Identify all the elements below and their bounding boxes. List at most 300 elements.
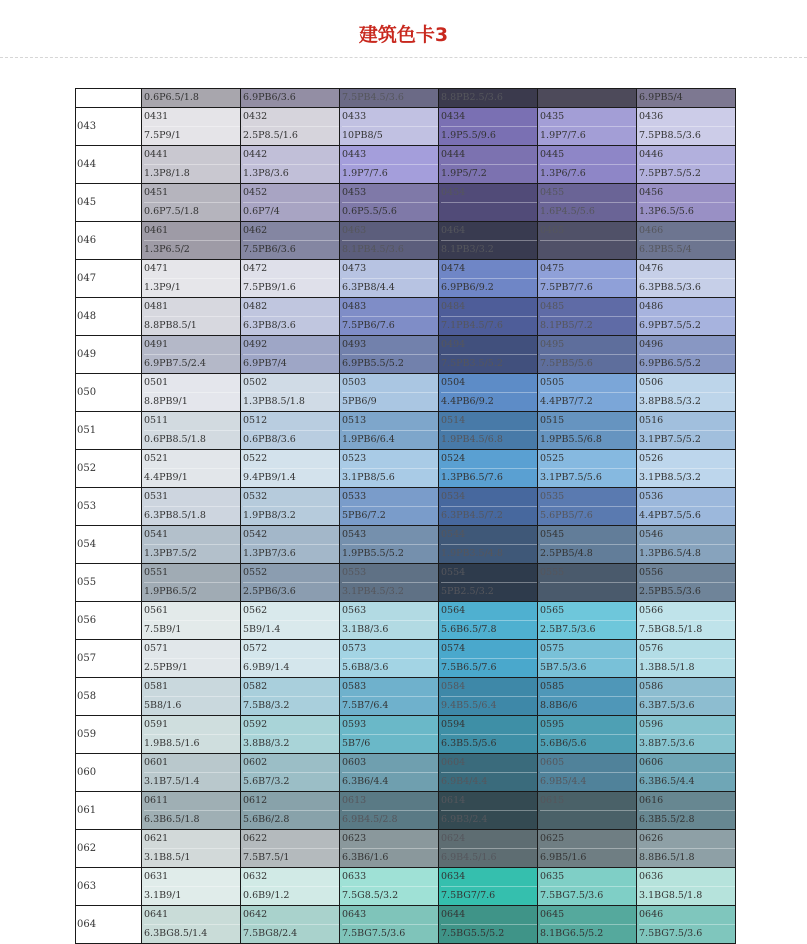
swatch-code: 0595 <box>540 716 636 735</box>
munsell-notation: 7.5PB5/5.6 <box>540 358 593 369</box>
munsell-notation: 8.1PB3/3.2 <box>441 244 494 255</box>
swatch-code: 0541 <box>144 526 240 545</box>
color-swatch <box>637 830 736 868</box>
swatch-code: 0623 <box>342 830 438 849</box>
color-swatch <box>241 526 340 564</box>
swatch-code: 0606 <box>639 754 735 773</box>
swatch-code: 0501 <box>144 374 240 393</box>
munsell-notation: 6.9B9/1.4 <box>243 662 290 673</box>
color-swatch <box>637 488 736 526</box>
munsell-notation: 1.9PB5.5/5.2 <box>342 548 404 559</box>
color-swatch <box>340 412 439 450</box>
swatch-code: 0503 <box>342 374 438 393</box>
munsell-notation: 2.5P8.5/1.6 <box>243 130 298 141</box>
color-swatch <box>241 374 340 412</box>
table-row <box>76 754 736 792</box>
color-swatch <box>142 146 241 184</box>
color-swatch <box>241 640 340 678</box>
swatch-code: 0436 <box>639 108 735 127</box>
munsell-notation: 6.9PB5/4 <box>639 92 683 103</box>
color-swatch <box>241 602 340 640</box>
munsell-notation: 3.1PB8/5.6 <box>342 472 395 483</box>
color-swatch <box>241 906 340 944</box>
color-swatch <box>241 108 340 146</box>
color-swatch <box>538 526 637 564</box>
color-swatch <box>340 906 439 944</box>
swatch-code: 0451 <box>144 184 240 203</box>
color-swatch <box>538 336 637 374</box>
group-label: 057 <box>76 640 142 678</box>
table-row <box>76 526 736 564</box>
swatch-code: 0456 <box>639 184 735 203</box>
color-swatch <box>340 89 439 108</box>
munsell-notation: 5PB6/7.2 <box>342 510 386 521</box>
color-swatch <box>439 526 538 564</box>
munsell-notation: 1.6P4.5/5.6 <box>540 206 595 217</box>
swatch-code: 0496 <box>639 336 735 355</box>
munsell-notation: 1.3P9/1 <box>144 282 181 293</box>
swatch-code: 0545 <box>540 526 636 545</box>
swatch-code: 0524 <box>441 450 537 469</box>
color-swatch <box>241 336 340 374</box>
color-swatch <box>637 792 736 830</box>
munsell-notation: 6.3B5.5/5.6 <box>441 738 497 749</box>
munsell-notation: 5.6B8/3.6 <box>342 662 389 673</box>
color-swatch <box>637 298 736 336</box>
swatch-code: 0464 <box>441 222 537 241</box>
swatch-code: 0624 <box>441 830 537 849</box>
swatch-code: 0491 <box>144 336 240 355</box>
table-row <box>76 792 736 830</box>
swatch-code: 0646 <box>639 906 735 925</box>
munsell-notation: 6.3PB8.5/3.6 <box>639 282 701 293</box>
color-swatch <box>142 450 241 488</box>
table-row <box>76 488 736 526</box>
swatch-code: 0494 <box>441 336 537 355</box>
color-swatch <box>538 298 637 336</box>
munsell-notation: 1.9PB5.5/6.8 <box>540 434 602 445</box>
swatch-code: 0622 <box>243 830 339 849</box>
color-swatch <box>142 526 241 564</box>
color-swatch <box>538 412 637 450</box>
color-swatch <box>637 564 736 602</box>
color-swatch <box>538 108 637 146</box>
color-swatch <box>241 564 340 602</box>
swatch-code: 0522 <box>243 450 339 469</box>
munsell-notation: 1.9PB4.5/6.8 <box>441 434 503 445</box>
color-swatch <box>340 108 439 146</box>
table-row <box>76 374 736 412</box>
color-swatch <box>637 754 736 792</box>
color-swatch <box>241 222 340 260</box>
munsell-notation: 1.3P6/7.6 <box>540 168 586 179</box>
color-swatch <box>142 488 241 526</box>
swatch-code: 0533 <box>342 488 438 507</box>
color-swatch <box>538 602 637 640</box>
munsell-notation: 1.9PB6.5/2 <box>144 586 197 597</box>
munsell-notation: 7.5PB9/1.6 <box>243 282 296 293</box>
swatch-code: 0493 <box>342 336 438 355</box>
swatch-code: 0573 <box>342 640 438 659</box>
munsell-notation: 6.3PB8/4.4 <box>342 282 395 293</box>
munsell-notation: 1.9PB8/3.2 <box>243 510 296 521</box>
swatch-code: 0542 <box>243 526 339 545</box>
swatch-code: 0603 <box>342 754 438 773</box>
group-label: 044 <box>76 146 142 184</box>
swatch-code: 0576 <box>639 640 735 659</box>
munsell-notation: 6.9PB6.5/5.2 <box>639 358 701 369</box>
color-swatch <box>538 716 637 754</box>
table-row <box>76 640 736 678</box>
color-swatch <box>142 412 241 450</box>
swatch-code: 0443 <box>342 146 438 165</box>
table-row <box>76 146 736 184</box>
munsell-notation: 8.1PB4.5/3.6 <box>342 244 404 255</box>
munsell-notation: 2.5PB5/4.8 <box>540 548 593 559</box>
munsell-notation: 0.6PB8/3.6 <box>243 434 296 445</box>
color-swatch <box>340 488 439 526</box>
munsell-notation: 6.9B3/2.4 <box>441 814 488 825</box>
swatch-code: 0571 <box>144 640 240 659</box>
color-swatch <box>439 222 538 260</box>
swatch-code: 0562 <box>243 602 339 621</box>
munsell-notation: 1.3PB6.5/7.6 <box>441 472 503 483</box>
munsell-notation: 7.5BG7/7.6 <box>441 890 496 901</box>
table-row <box>76 564 736 602</box>
color-swatch <box>637 526 736 564</box>
color-swatch <box>142 89 241 108</box>
color-swatch <box>340 754 439 792</box>
munsell-notation: 1.3P8/3.6 <box>243 168 289 179</box>
color-swatch <box>241 89 340 108</box>
color-swatch <box>241 830 340 868</box>
swatch-code: 0505 <box>540 374 636 393</box>
munsell-notation: 1.9P5.5/9.6 <box>441 130 496 141</box>
color-swatch <box>439 488 538 526</box>
munsell-notation: 5B7/6 <box>342 738 371 749</box>
swatch-code: 0602 <box>243 754 339 773</box>
swatch-code: 0551 <box>144 564 240 583</box>
munsell-notation: 5B8/1.6 <box>144 700 182 711</box>
color-swatch <box>637 868 736 906</box>
color-swatch <box>340 868 439 906</box>
color-swatch <box>439 146 538 184</box>
munsell-notation: 3.1PB7.5/5.2 <box>639 434 701 445</box>
swatch-code: 0583 <box>342 678 438 697</box>
color-swatch <box>142 754 241 792</box>
color-swatch <box>637 412 736 450</box>
munsell-notation: 4.4PB9/1 <box>144 472 188 483</box>
swatch-code: 0461 <box>144 222 240 241</box>
swatch-code: 0546 <box>639 526 735 545</box>
swatch-code: 0593 <box>342 716 438 735</box>
color-swatch <box>439 716 538 754</box>
munsell-notation: 1.9PB3.5/4.8 <box>441 548 503 559</box>
color-swatch <box>637 222 736 260</box>
swatch-code: 0635 <box>540 868 636 887</box>
munsell-notation <box>540 241 636 259</box>
swatch-code: 0472 <box>243 260 339 279</box>
color-swatch <box>142 108 241 146</box>
swatch-code: 0525 <box>540 450 636 469</box>
munsell-notation: 7.5B9/1 <box>144 624 182 635</box>
munsell-notation: 1.9P5/7.2 <box>441 168 487 179</box>
group-label: 058 <box>76 678 142 716</box>
munsell-notation: 6.9PB5.5/5.2 <box>342 358 404 369</box>
swatch-code: 0615 <box>540 792 636 811</box>
color-swatch <box>241 260 340 298</box>
munsell-notation: 7.5PB3.5/5.2 <box>441 358 503 369</box>
munsell-notation: 6.3B6.5/4.4 <box>639 776 695 787</box>
color-swatch <box>439 792 538 830</box>
table-row <box>76 906 736 944</box>
table-row <box>76 222 736 260</box>
munsell-notation: 3.8B8/3.2 <box>243 738 290 749</box>
group-label: 061 <box>76 792 142 830</box>
swatch-code: 0544 <box>441 526 537 545</box>
group-label: 062 <box>76 830 142 868</box>
swatch-code: 0631 <box>144 868 240 887</box>
munsell-notation: 3.8B7.5/3.6 <box>639 738 695 749</box>
swatch-code: 0535 <box>540 488 636 507</box>
color-swatch <box>142 678 241 716</box>
swatch-code: 0455 <box>540 184 636 203</box>
color-swatch <box>637 678 736 716</box>
color-swatch <box>439 260 538 298</box>
color-swatch <box>538 640 637 678</box>
swatch-code: 0476 <box>639 260 735 279</box>
color-swatch <box>340 450 439 488</box>
swatch-code: 0552 <box>243 564 339 583</box>
swatch-code: 0444 <box>441 146 537 165</box>
swatch-code: 0581 <box>144 678 240 697</box>
color-swatch <box>538 89 637 108</box>
color-swatch <box>142 260 241 298</box>
color-swatch <box>637 336 736 374</box>
color-swatch <box>340 602 439 640</box>
munsell-notation: 10PB8/5 <box>342 130 383 141</box>
color-swatch <box>637 184 736 222</box>
swatch-code: 0481 <box>144 298 240 317</box>
munsell-notation: 5.6B6.5/7.8 <box>441 624 497 635</box>
color-swatch <box>538 488 637 526</box>
swatch-code: 0614 <box>441 792 537 811</box>
munsell-notation: 6.3B6.5/1.8 <box>144 814 200 825</box>
munsell-notation: 6.9B5/1.6 <box>540 852 587 863</box>
color-swatch <box>142 298 241 336</box>
swatch-code: 0516 <box>639 412 735 431</box>
munsell-notation: 3.1PB4.5/3.2 <box>342 586 404 597</box>
color-swatch <box>439 89 538 108</box>
color-swatch <box>241 488 340 526</box>
swatch-code: 0462 <box>243 222 339 241</box>
color-swatch <box>142 222 241 260</box>
swatch-code: 0565 <box>540 602 636 621</box>
table-row <box>76 184 736 222</box>
munsell-notation: 3.1PB8.5/3.2 <box>639 472 701 483</box>
color-swatch <box>439 564 538 602</box>
swatch-code: 0634 <box>441 868 537 887</box>
color-swatch <box>439 108 538 146</box>
munsell-notation: 1.3P6.5/5.6 <box>639 206 694 217</box>
swatch-code: 0554 <box>441 564 537 583</box>
munsell-notation: 1.3PB7.5/2 <box>144 548 197 559</box>
color-swatch <box>241 450 340 488</box>
color-swatch <box>142 830 241 868</box>
munsell-notation: 6.3B6/1.6 <box>342 852 389 863</box>
color-swatch <box>142 640 241 678</box>
munsell-notation: 1.3P6.5/2 <box>144 244 190 255</box>
group-label: 047 <box>76 260 142 298</box>
color-swatch <box>340 374 439 412</box>
swatch-code: 0592 <box>243 716 339 735</box>
title-divider <box>0 57 807 58</box>
munsell-notation: 7.5BG8/2.4 <box>243 928 298 939</box>
group-label: 063 <box>76 868 142 906</box>
color-swatch <box>538 146 637 184</box>
color-swatch <box>637 716 736 754</box>
color-swatch <box>637 450 736 488</box>
color-swatch <box>340 716 439 754</box>
munsell-notation: 7.5B7.5/1 <box>243 852 290 863</box>
munsell-notation: 7.5B6.5/7.6 <box>441 662 497 673</box>
swatch-code: 0575 <box>540 640 636 659</box>
color-swatch <box>439 868 538 906</box>
munsell-notation: 6.3BG8.5/1.4 <box>144 928 208 939</box>
group-label: 059 <box>76 716 142 754</box>
color-swatch <box>439 602 538 640</box>
munsell-notation: 8.1PB5/7.2 <box>540 320 593 331</box>
munsell-notation: 6.9PB7.5/5.2 <box>639 320 701 331</box>
swatch-code: 0574 <box>441 640 537 659</box>
swatch-code: 0523 <box>342 450 438 469</box>
munsell-notation: 7.5BG8.5/1.8 <box>639 624 703 635</box>
swatch-code: 0536 <box>639 488 735 507</box>
swatch-code: 0566 <box>639 602 735 621</box>
swatch-code: 0526 <box>639 450 735 469</box>
color-swatch <box>637 374 736 412</box>
swatch-code: 0485 <box>540 298 636 317</box>
color-swatch <box>637 602 736 640</box>
color-swatch <box>439 412 538 450</box>
group-label: 052 <box>76 450 142 488</box>
group-label: 060 <box>76 754 142 792</box>
color-swatch <box>142 374 241 412</box>
color-swatch <box>439 336 538 374</box>
group-label: 045 <box>76 184 142 222</box>
color-swatch <box>340 260 439 298</box>
swatch-code: 0513 <box>342 412 438 431</box>
munsell-notation: 7.5BG5.5/5.2 <box>441 928 505 939</box>
munsell-notation: 2.5B7.5/3.6 <box>540 624 596 635</box>
color-swatch <box>637 906 736 944</box>
color-swatch <box>142 906 241 944</box>
munsell-notation: 2.5PB5.5/3.6 <box>639 586 701 597</box>
munsell-notation: 7.5B7/6.4 <box>342 700 389 711</box>
group-label: 053 <box>76 488 142 526</box>
swatch-code: 0563 <box>342 602 438 621</box>
color-swatch <box>241 792 340 830</box>
swatch-code: 0482 <box>243 298 339 317</box>
munsell-notation: 6.9PB6/9.2 <box>441 282 494 293</box>
munsell-notation: 6.3PB8/3.6 <box>243 320 296 331</box>
swatch-code: 0442 <box>243 146 339 165</box>
swatch-code: 0596 <box>639 716 735 735</box>
color-swatch <box>340 336 439 374</box>
swatch-code: 0512 <box>243 412 339 431</box>
group-label: 055 <box>76 564 142 602</box>
color-swatch <box>142 868 241 906</box>
munsell-notation: 1.9P7/7.6 <box>342 168 388 179</box>
munsell-notation: 2.5PB6/3.6 <box>243 586 296 597</box>
munsell-notation: 1.3PB7/3.6 <box>243 548 296 559</box>
munsell-notation: 6.9PB7/4 <box>243 358 287 369</box>
munsell-notation: 6.3PB4.5/7.2 <box>441 510 503 521</box>
munsell-notation: 6.3B5.5/2.8 <box>639 814 695 825</box>
munsell-notation: 1.9B8.5/1.6 <box>144 738 200 749</box>
munsell-notation: 3.1B8.5/1 <box>144 852 191 863</box>
munsell-notation <box>441 203 537 221</box>
color-swatch <box>637 89 736 108</box>
color-swatch <box>340 526 439 564</box>
munsell-notation: 3.1B9/1 <box>144 890 182 901</box>
munsell-notation: 1.3B8.5/1.8 <box>639 662 695 673</box>
swatch-code: 0531 <box>144 488 240 507</box>
munsell-notation: 5.6PB5/7.6 <box>540 510 593 521</box>
color-swatch <box>538 678 637 716</box>
color-swatch <box>538 450 637 488</box>
munsell-notation: 6.9B4.5/2.8 <box>342 814 398 825</box>
color-swatch <box>538 906 637 944</box>
color-swatch <box>241 146 340 184</box>
swatch-code: 0633 <box>342 868 438 887</box>
swatch-code: 0601 <box>144 754 240 773</box>
group-label <box>76 89 142 108</box>
swatch-code: 0483 <box>342 298 438 317</box>
swatch-code: 0474 <box>441 260 537 279</box>
swatch-code: 0626 <box>639 830 735 849</box>
munsell-notation: 7.5PB4.5/3.6 <box>342 92 404 103</box>
color-swatch <box>340 640 439 678</box>
swatch-code: 0553 <box>342 564 438 583</box>
munsell-notation: 7.5B8/3.2 <box>243 700 290 711</box>
munsell-notation: 7.5PB7.5/5.2 <box>639 168 701 179</box>
swatch-code: 0484 <box>441 298 537 317</box>
munsell-notation: 6.3B7.5/3.6 <box>639 700 695 711</box>
munsell-notation: 6.3PB5.5/4 <box>639 244 692 255</box>
munsell-notation: 5PB6/9 <box>342 396 377 407</box>
munsell-notation: 7.5BG7.5/3.6 <box>639 928 703 939</box>
color-swatch <box>637 108 736 146</box>
group-label: 051 <box>76 412 142 450</box>
swatch-code: 0433 <box>342 108 438 127</box>
color-swatch <box>538 868 637 906</box>
munsell-notation: 0.6P7/4 <box>243 206 280 217</box>
munsell-notation: 5B9/1.4 <box>243 624 281 635</box>
swatch-code: 0514 <box>441 412 537 431</box>
munsell-notation: 5.6B6/2.8 <box>243 814 290 825</box>
swatch-code: 0504 <box>441 374 537 393</box>
swatch-code: 0612 <box>243 792 339 811</box>
munsell-notation: 8.8B6.5/1.8 <box>639 852 695 863</box>
munsell-notation: 9.4B5.5/6.4 <box>441 700 497 711</box>
munsell-notation: 7.1PB4.5/7.6 <box>441 320 503 331</box>
munsell-notation: 9.4PB9/1.4 <box>243 472 296 483</box>
munsell-notation: 0.6PB8.5/1.8 <box>144 434 206 445</box>
swatch-code: 0471 <box>144 260 240 279</box>
swatch-code: 0584 <box>441 678 537 697</box>
swatch-code: 0452 <box>243 184 339 203</box>
